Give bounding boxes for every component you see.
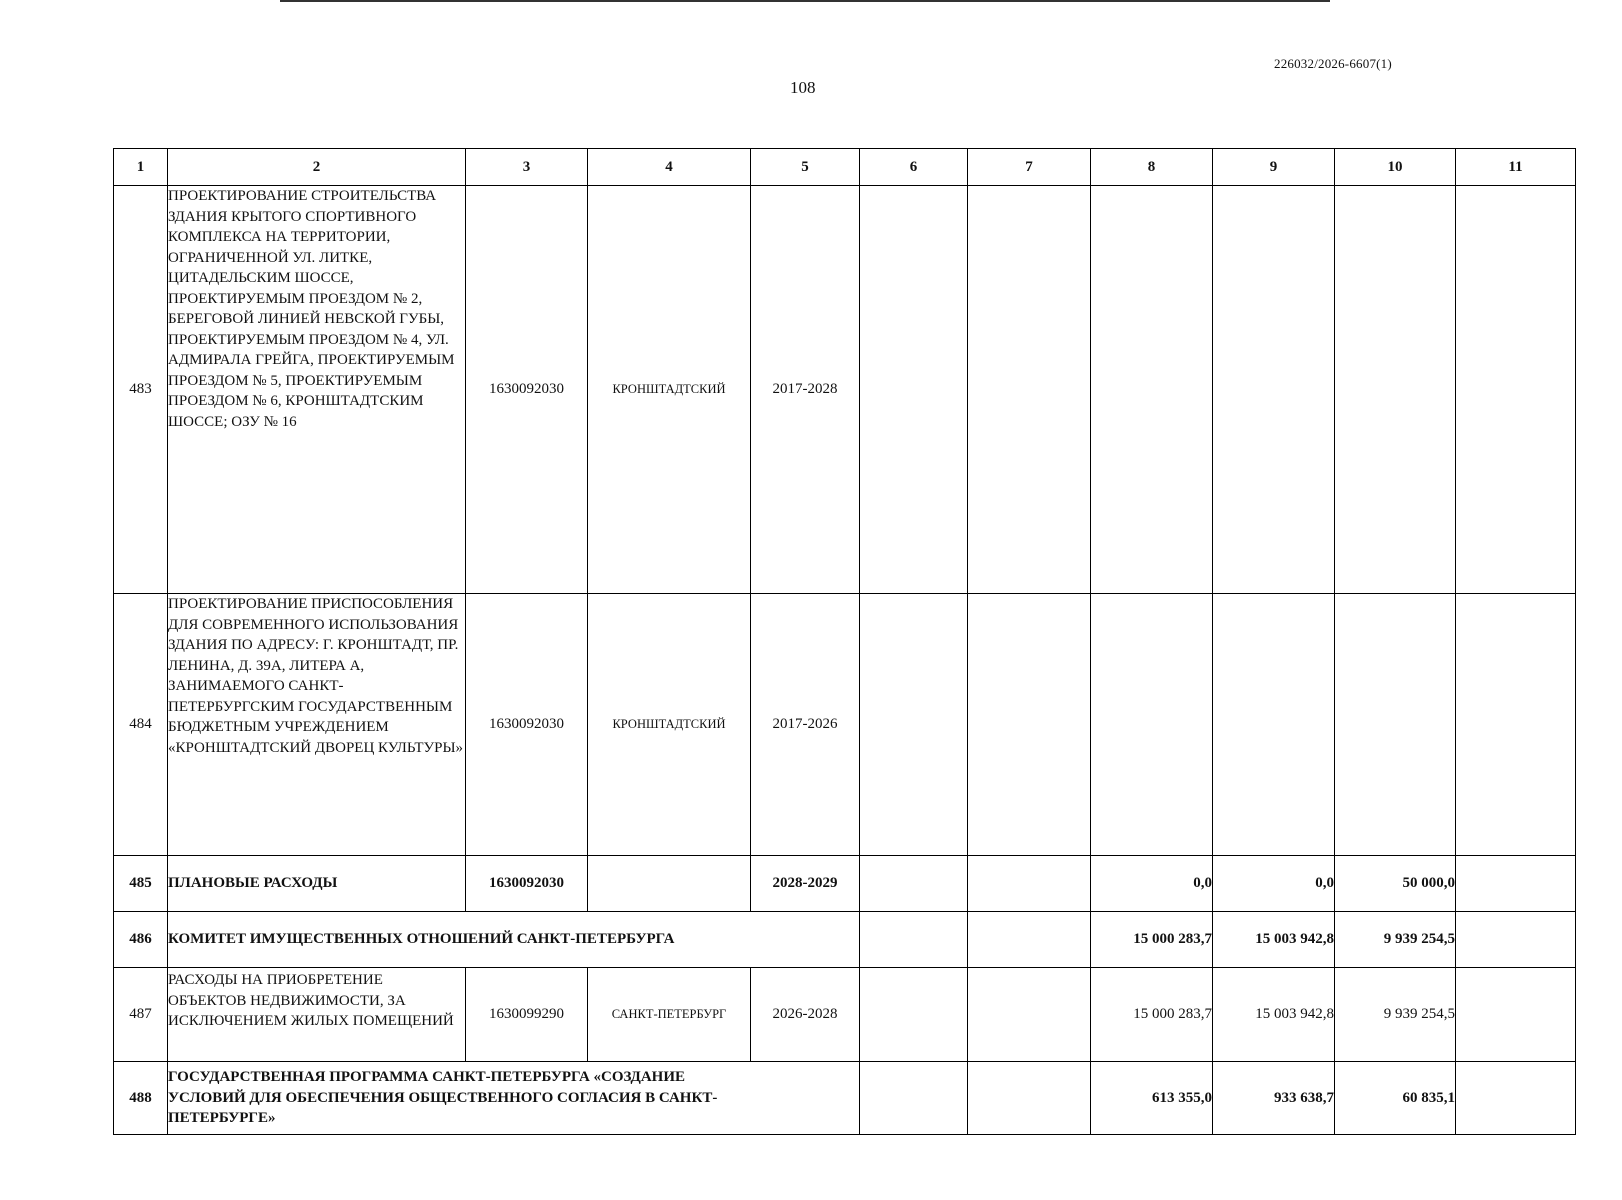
column-header: 1	[114, 149, 168, 186]
row-district: КРОНШТАДТСКИЙ	[588, 186, 751, 594]
budget-table	[113, 148, 1576, 1135]
row-col8	[1091, 186, 1213, 594]
row-district	[588, 856, 751, 912]
row-col11	[1456, 912, 1576, 968]
page-number: 108	[790, 78, 816, 97]
row-col8: 15 000 283,7	[1091, 912, 1213, 968]
row-col11	[1456, 594, 1576, 856]
column-header: 3	[466, 149, 588, 186]
row-col7	[968, 186, 1091, 594]
row-number: 483	[114, 186, 168, 594]
row-col7	[968, 594, 1091, 856]
row-col6	[860, 594, 968, 856]
row-district: САНКТ-ПЕТЕРБУРГ	[588, 968, 751, 1062]
row-col7	[968, 912, 1091, 968]
row-col7	[968, 856, 1091, 912]
column-header: 4	[588, 149, 751, 186]
row-col10	[1335, 186, 1456, 594]
row-number: 486	[114, 912, 168, 968]
row-period: 2028-2029	[751, 856, 860, 912]
table-row	[114, 186, 1576, 594]
column-number-row	[114, 149, 1576, 186]
row-number: 487	[114, 968, 168, 1062]
row-col10: 9 939 254,5	[1335, 968, 1456, 1062]
row-col10: 9 939 254,5	[1335, 912, 1456, 968]
row-col8	[1091, 594, 1213, 856]
row-period: 2026-2028	[751, 968, 860, 1062]
row-code: 1630092030	[466, 594, 588, 856]
row-col11	[1456, 968, 1576, 1062]
row-district: КРОНШТАДТСКИЙ	[588, 594, 751, 856]
row-col7	[968, 968, 1091, 1062]
row-col7	[968, 1062, 1091, 1135]
row-col6	[860, 186, 968, 594]
column-header: 9	[1213, 149, 1335, 186]
document-number: 226032/2026-6607(1)	[1274, 56, 1392, 71]
row-name: ГОСУДАРСТВЕННАЯ ПРОГРАММА САНКТ-ПЕТЕРБУРГА «СОЗДАНИЕ УСЛОВИЙ ДЛЯ ОБЕСПЕЧЕНИЯ ОБЩЕСТВЕННОГО СОГЛАСИЯ В САНКТ-ПЕТЕРБУРГЕ»	[168, 1062, 860, 1135]
column-header: 7	[968, 149, 1091, 186]
row-number: 484	[114, 594, 168, 856]
row-col9: 933 638,7	[1213, 1062, 1335, 1135]
row-col9: 15 003 942,8	[1213, 912, 1335, 968]
row-name: ПРОЕКТИРОВАНИЕ СТРОИТЕЛЬСТВА ЗДАНИЯ КРЫТОГО СПОРТИВНОГО КОМПЛЕКСА НА ТЕРРИТОРИИ, ОГРАНИЧЕННОЙ УЛ. ЛИТКЕ, ЦИТАДЕЛЬСКИМ ШОССЕ, ПРОЕКТИРУЕМЫМ ПРОЕЗДОМ № 2, БЕРЕГОВОЙ ЛИНИЕЙ НЕВСКОЙ ГУБЫ, ПРОЕКТИРУЕМЫМ ПРОЕЗДОМ № 4, УЛ. АДМИРАЛА ГРЕЙГА, ПРОЕКТИРУЕМЫМ ПРОЕЗДОМ № 5, ПРОЕКТИРУЕМЫМ ПРОЕЗДОМ № 6, КРОНШТАДТСКИМ ШОССЕ; ОЗУ № 16	[168, 186, 466, 594]
column-header: 11	[1456, 149, 1576, 186]
row-col6	[860, 1062, 968, 1135]
table-row	[114, 912, 1576, 968]
row-name: РАСХОДЫ НА ПРИОБРЕТЕНИЕ ОБЪЕКТОВ НЕДВИЖИМОСТИ, ЗА ИСКЛЮЧЕНИЕМ ЖИЛЫХ ПОМЕЩЕНИЙ	[168, 968, 466, 1062]
row-col11	[1456, 856, 1576, 912]
row-col6	[860, 968, 968, 1062]
row-col9: 0,0	[1213, 856, 1335, 912]
row-code: 1630092030	[466, 186, 588, 594]
row-col9	[1213, 186, 1335, 594]
row-number: 488	[114, 1062, 168, 1135]
row-col11	[1456, 186, 1576, 594]
row-col10: 60 835,1	[1335, 1062, 1456, 1135]
row-col10: 50 000,0	[1335, 856, 1456, 912]
row-col11	[1456, 1062, 1576, 1135]
row-period: 2017-2028	[751, 186, 860, 594]
row-number: 485	[114, 856, 168, 912]
row-col10	[1335, 594, 1456, 856]
table-row	[114, 1062, 1576, 1135]
table-row	[114, 968, 1576, 1062]
column-header: 8	[1091, 149, 1213, 186]
row-period: 2017-2026	[751, 594, 860, 856]
row-code: 1630099290	[466, 968, 588, 1062]
row-name: ПРОЕКТИРОВАНИЕ ПРИСПОСОБЛЕНИЯ ДЛЯ СОВРЕМЕННОГО ИСПОЛЬЗОВАНИЯ ЗДАНИЯ ПО АДРЕСУ: Г. КРОНШТАДТ, ПР. ЛЕНИНА, Д. 39А, ЛИТЕРА А, ЗАНИМАЕМОГО САНКТ-ПЕТЕРБУРГСКИМ ГОСУДАРСТВЕННЫМ БЮДЖЕТНЫМ УЧРЕЖДЕНИЕМ «КРОНШТАДТСКИЙ ДВОРЕЦ КУЛЬТУРЫ»	[168, 594, 466, 856]
row-col6	[860, 912, 968, 968]
row-col6	[860, 856, 968, 912]
row-col9	[1213, 594, 1335, 856]
column-header: 6	[860, 149, 968, 186]
table-row	[114, 856, 1576, 912]
row-name: ПЛАНОВЫЕ РАСХОДЫ	[168, 856, 466, 912]
column-header: 2	[168, 149, 466, 186]
row-name: КОМИТЕТ ИМУЩЕСТВЕННЫХ ОТНОШЕНИЙ САНКТ-ПЕТЕРБУРГА	[168, 912, 860, 968]
row-code: 1630092030	[466, 856, 588, 912]
row-col8: 15 000 283,7	[1091, 968, 1213, 1062]
table-row	[114, 594, 1576, 856]
column-header: 10	[1335, 149, 1456, 186]
top-border-line	[280, 0, 1330, 2]
row-col8: 613 355,0	[1091, 1062, 1213, 1135]
row-col9: 15 003 942,8	[1213, 968, 1335, 1062]
column-header: 5	[751, 149, 860, 186]
row-col8: 0,0	[1091, 856, 1213, 912]
